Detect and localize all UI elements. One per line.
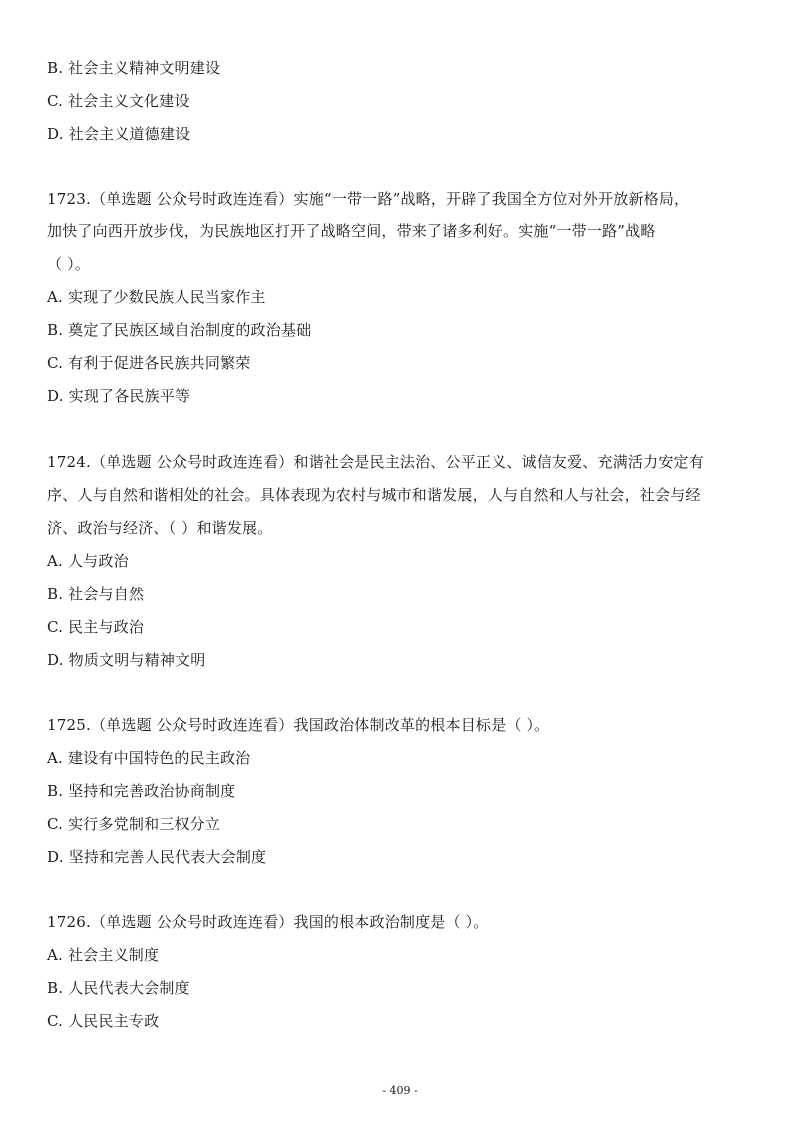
question-1726-option-c: C. 人民民主专政 bbox=[47, 1012, 160, 1030]
question-1725-option-c: C. 实行多党制和三权分立 bbox=[47, 815, 221, 833]
question-1723-option-c: C. 有利于促进各民族共同繁荣 bbox=[47, 354, 251, 372]
question-1725-option-b: B. 坚持和完善政治协商制度 bbox=[47, 782, 236, 800]
question-1725-stem: 1725.（单选题 公众号时政连连看）我国政治体制改革的根本目标是（ ）。 bbox=[47, 716, 550, 734]
question-1723-stem-line-3: （ ）。 bbox=[47, 255, 91, 273]
question-1725-option-a: A. 建设有中国特色的民主政治 bbox=[47, 749, 251, 767]
question-1723-option-b: B. 奠定了民族区域自治制度的政治基础 bbox=[47, 321, 312, 339]
page-number: - 409 - bbox=[382, 1084, 418, 1097]
question-1723-stem-line-2: 加快了向西开放步伐，为民族地区打开了战略空间，带来了诸多利好。实施“一带一路”战略 bbox=[47, 222, 656, 240]
question-1723-stem-line-1: 1723.（单选题 公众号时政连连看）实施“一带一路”战略，开辟了我国全方位对外开放新格局， bbox=[47, 190, 690, 208]
question-1724-option-d: D. 物质文明与精神文明 bbox=[47, 651, 206, 669]
option-b-prev-question: B. 社会主义精神文明建设 bbox=[47, 59, 221, 77]
question-1726-option-b: B. 人民代表大会制度 bbox=[47, 979, 190, 997]
option-c-prev-question: C. 社会主义文化建设 bbox=[47, 92, 190, 110]
question-1723-option-d: D. 实现了各民族平等 bbox=[47, 387, 191, 405]
question-1724-option-b: B. 社会与自然 bbox=[47, 585, 145, 603]
question-1724-stem-line-1: 1724.（单选题 公众号时政连连看）和谐社会是民主法治、公平正义、诚信友爱、充满活力安定有 bbox=[47, 453, 704, 471]
option-d-prev-question: D. 社会主义道德建设 bbox=[47, 125, 191, 143]
question-1726-stem: 1726.（单选题 公众号时政连连看）我国的根本政治制度是（ ）。 bbox=[47, 913, 489, 931]
question-1725-option-d: D. 坚持和完善人民代表大会制度 bbox=[47, 848, 267, 866]
question-1724-option-c: C. 民主与政治 bbox=[47, 618, 145, 636]
question-1724-option-a: A. 人与政治 bbox=[47, 552, 129, 570]
question-1724-stem-line-3: 济、政治与经济、（ ）和谐发展。 bbox=[47, 519, 273, 537]
question-1723-option-a: A. 实现了少数民族人民当家作主 bbox=[47, 288, 266, 306]
question-1724-stem-line-2: 序、人与自然和谐相处的社会。具体表现为农村与城市和谐发展，人与自然和人与社会，社会与经 bbox=[47, 486, 701, 504]
question-1726-option-a: A. 社会主义制度 bbox=[47, 946, 160, 964]
